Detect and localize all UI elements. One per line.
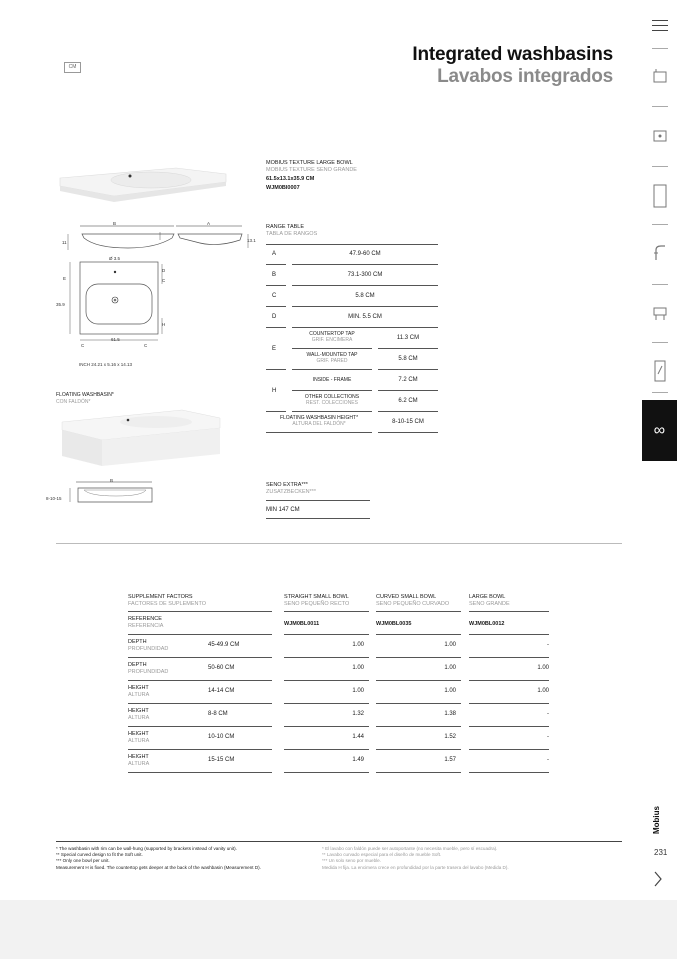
footnotes-es (322, 846, 509, 871)
seno-extra (266, 482, 370, 519)
range-value: 5.8 CM (398, 356, 418, 362)
factor-value: 1.32 (352, 711, 364, 717)
washbasin-icon[interactable] (652, 126, 668, 144)
range-sub-label-es: ALTURA DEL FALDÓN* (292, 421, 346, 427)
range-value: 5.8 CM (355, 293, 375, 299)
dim-359-label: 35.9 (56, 302, 65, 307)
range-sub-label-es: GRIF. PARED (316, 358, 348, 364)
faucet-icon[interactable] (652, 244, 668, 262)
screen-icon[interactable] (652, 360, 668, 382)
bathtub-icon[interactable] (652, 66, 668, 84)
row-label-es: PROFUNDIDAD (128, 669, 169, 675)
row-label-es: ALTURA (128, 761, 150, 767)
row-label: DEPTH (128, 639, 147, 645)
product-name-es: MOBIUS TEXTURE SENO GRANDE (266, 167, 357, 173)
range-row-c (266, 286, 438, 307)
factor-value: 1.00 (352, 665, 364, 671)
range-sub-label: FLOATING WASHBASIN HEIGHT* (279, 415, 359, 421)
factor-value: 1.00 (444, 642, 456, 648)
brand-label: Mobius (652, 806, 661, 834)
seno-value: MIN 147 CM (266, 507, 300, 513)
range-sub-label: COUNTERTOP TAP (309, 331, 355, 337)
basin-perspective-image (56, 160, 231, 208)
range-row-b (266, 265, 438, 286)
dim-c-bottom-label: C (144, 343, 148, 348)
row-label: HEIGHT (128, 754, 149, 760)
factor-value: - (547, 642, 549, 648)
footnotes-en (56, 846, 261, 871)
row-label-es: ALTURA (128, 738, 150, 744)
factor-value: 1.44 (352, 734, 364, 740)
factor-value: 1.00 (444, 665, 456, 671)
supplement-row (128, 682, 550, 705)
reference-label: REFERENCE (128, 616, 162, 622)
range-key: E (272, 346, 277, 352)
row-range: 15-15 CM (208, 757, 235, 763)
row-range: 8-8 CM (208, 711, 228, 717)
page-bottom-band (0, 900, 677, 959)
technical-drawing (56, 220, 261, 370)
footnote: Medida H fija. La encimera crece en profundidad por la parte trasera del lavabo (Medida D). (322, 864, 509, 870)
range-sub-label: WALL-MOUNTED TAP (306, 352, 358, 358)
factor-value: - (547, 757, 549, 763)
category-sidebar (642, 0, 677, 900)
column-header: STRAIGHT SMALL BOWL (284, 594, 349, 600)
column-header-es: SENO GRANDE (469, 601, 510, 607)
range-sub-label: INSIDE - FRAME (312, 377, 352, 383)
dim-e-label: E (63, 276, 67, 281)
factor-value: 1.00 (537, 665, 549, 671)
factor-value: 1.00 (444, 688, 456, 694)
range-key: C (272, 293, 277, 299)
dim-615-label: 61.5 (111, 337, 120, 342)
range-row-d (266, 307, 438, 328)
footnote: *** Un solo seno por mueble. (322, 858, 381, 864)
factor-value: 1.00 (537, 688, 549, 694)
factor-value: 1.38 (444, 711, 456, 717)
column-header-es: SENO PEQUEÑO RECTO (284, 601, 350, 607)
range-row-floating (266, 412, 438, 434)
page-number: 231 (654, 848, 668, 857)
active-category-symbol: ∞ (653, 421, 666, 439)
reference-label-es: REFERENCIA (128, 623, 164, 629)
footnote: ** Special curved design to fit the Soft unit. (56, 852, 143, 858)
range-value: 6.2 CM (398, 398, 418, 404)
product-info (266, 160, 357, 192)
range-key: A (272, 251, 277, 257)
supplement-row (128, 728, 550, 751)
range-key: B (272, 272, 277, 278)
range-value: 73.1-300 CM (347, 272, 383, 278)
range-table-heading (266, 224, 317, 238)
range-row-a (266, 244, 438, 265)
footnote: *** Only one bowl per unit. (56, 858, 110, 864)
range-table (266, 244, 438, 434)
row-label-es: PROFUNDIDAD (128, 646, 169, 652)
seno-title-es: ZUSATZBECKEN*** (266, 489, 317, 495)
range-value: 8-10-15 CM (392, 419, 424, 425)
floating-title-en: FLOATING WASHBASIN* (56, 392, 114, 398)
column-header-es: SENO PEQUEÑO CURVADO (376, 601, 450, 607)
furniture-icon[interactable] (652, 304, 668, 322)
factor-value: 1.00 (352, 642, 364, 648)
factor-value: 1.49 (352, 757, 364, 763)
row-label: DEPTH (128, 662, 147, 668)
shower-tray-icon[interactable] (652, 184, 668, 208)
row-label: HEIGHT (128, 685, 149, 691)
reference-code: WJM0BL0011 (284, 621, 320, 627)
supplement-row (128, 751, 550, 774)
range-group-e (266, 328, 438, 370)
factor-value: 1.00 (352, 688, 364, 694)
factor-value: 1.52 (444, 734, 456, 740)
range-sub-label-es: REST. COLECCIONES (306, 400, 358, 406)
range-group-h (266, 370, 438, 412)
column-header: CURVED SMALL BOWL (376, 594, 437, 600)
dim-d-label: D (162, 268, 166, 273)
supplement-title-es: FACTORES DE SUPLEMENTO (128, 601, 207, 607)
column-header: LARGE BOWL (469, 594, 506, 600)
range-value: 47.9-60 CM (349, 251, 381, 257)
infinity-icon[interactable] (642, 400, 677, 461)
factor-value: 1.57 (444, 757, 456, 763)
range-key: H (272, 388, 277, 394)
range-key: D (272, 314, 277, 320)
footnote: * The washbasin with rim can be wall-hung (supported by brackets instead of vanity unit). (56, 846, 237, 851)
reference-code: WJM0BL0035 (376, 621, 412, 627)
factor-value: - (547, 711, 549, 717)
supplement-row (128, 705, 550, 728)
unit-badge: CM (64, 62, 81, 73)
dim-b-label: B (113, 221, 117, 226)
floating-basin-image (56, 404, 226, 472)
row-range: 50-60 CM (208, 665, 235, 671)
page-title: Integrated washbasins (412, 44, 613, 65)
range-title-es: TABLA DE RANGOS (266, 231, 318, 237)
range-value: 7.2 CM (398, 377, 418, 383)
range-value: MIN. 5.5 CM (348, 314, 382, 320)
dim-35-label: Ø 3.5 (109, 256, 121, 261)
footnote: Measurement H is fixed. The countertop gets deeper at the back of the washbasin (Measurement D). (56, 864, 261, 870)
seno-title-en: SENO EXTRA*** (266, 482, 308, 488)
inch-note: INCH 24.21 x 5.16 x 14.13 (79, 362, 133, 367)
dim-c-right-label: C (162, 278, 166, 283)
row-label: HEIGHT (128, 708, 149, 714)
reference-code: WJM0BL0012 (469, 621, 505, 627)
range-sub-label: OTHER COLLECTIONS (304, 394, 360, 400)
footnote: ** Lavabo curvado especial para el diseño de mueble Soft. (322, 852, 442, 858)
next-page-chevron-icon[interactable] (653, 870, 663, 893)
supplement-title-en: SUPPLEMENT FACTORS (128, 594, 193, 600)
range-value: 11.3 CM (396, 335, 420, 341)
supplement-row (128, 659, 550, 682)
supplement-row (128, 636, 550, 659)
product-reference: WJM0BI0007 (266, 185, 300, 191)
row-range: 45-49.9 CM (208, 642, 240, 648)
factor-value: - (547, 734, 549, 740)
range-sub-label-es: GRIF. ENCIMERA (311, 337, 353, 343)
row-label: HEIGHT (128, 731, 149, 737)
footnote-rule (56, 841, 622, 842)
float-b-label: B (110, 478, 114, 483)
row-range: 10-10 CM (208, 734, 235, 740)
footnote: * El lavabo con faldón puede ser autoportante (no necesita mueble, pero sí escuadra). (322, 846, 498, 851)
range-title-en: RANGE TABLE (266, 224, 305, 230)
dim-c-left-label: C (81, 343, 85, 348)
row-label-es: ALTURA (128, 715, 150, 721)
section-divider (56, 543, 622, 544)
dim-a-label: A (207, 221, 211, 226)
dim-11-label: 11 (62, 240, 67, 245)
supplement-table (128, 594, 550, 774)
row-range: 14-14 CM (208, 688, 235, 694)
dim-131-label: 13.1 (247, 238, 256, 243)
dim-h-label: H (162, 322, 166, 327)
float-dim-label: 8-10-15 (46, 496, 62, 501)
row-label-es: ALTURA (128, 692, 150, 698)
product-name-en: MOBIUS TEXTURE LARGE BOWL (266, 160, 353, 166)
floating-title-es: CON FALDÓN* (56, 399, 91, 405)
page-subtitle: Lavabos integrados (437, 66, 613, 87)
product-size: 61.5x13.1x35.9 CM (266, 176, 315, 182)
menu-icon[interactable] (652, 16, 668, 34)
